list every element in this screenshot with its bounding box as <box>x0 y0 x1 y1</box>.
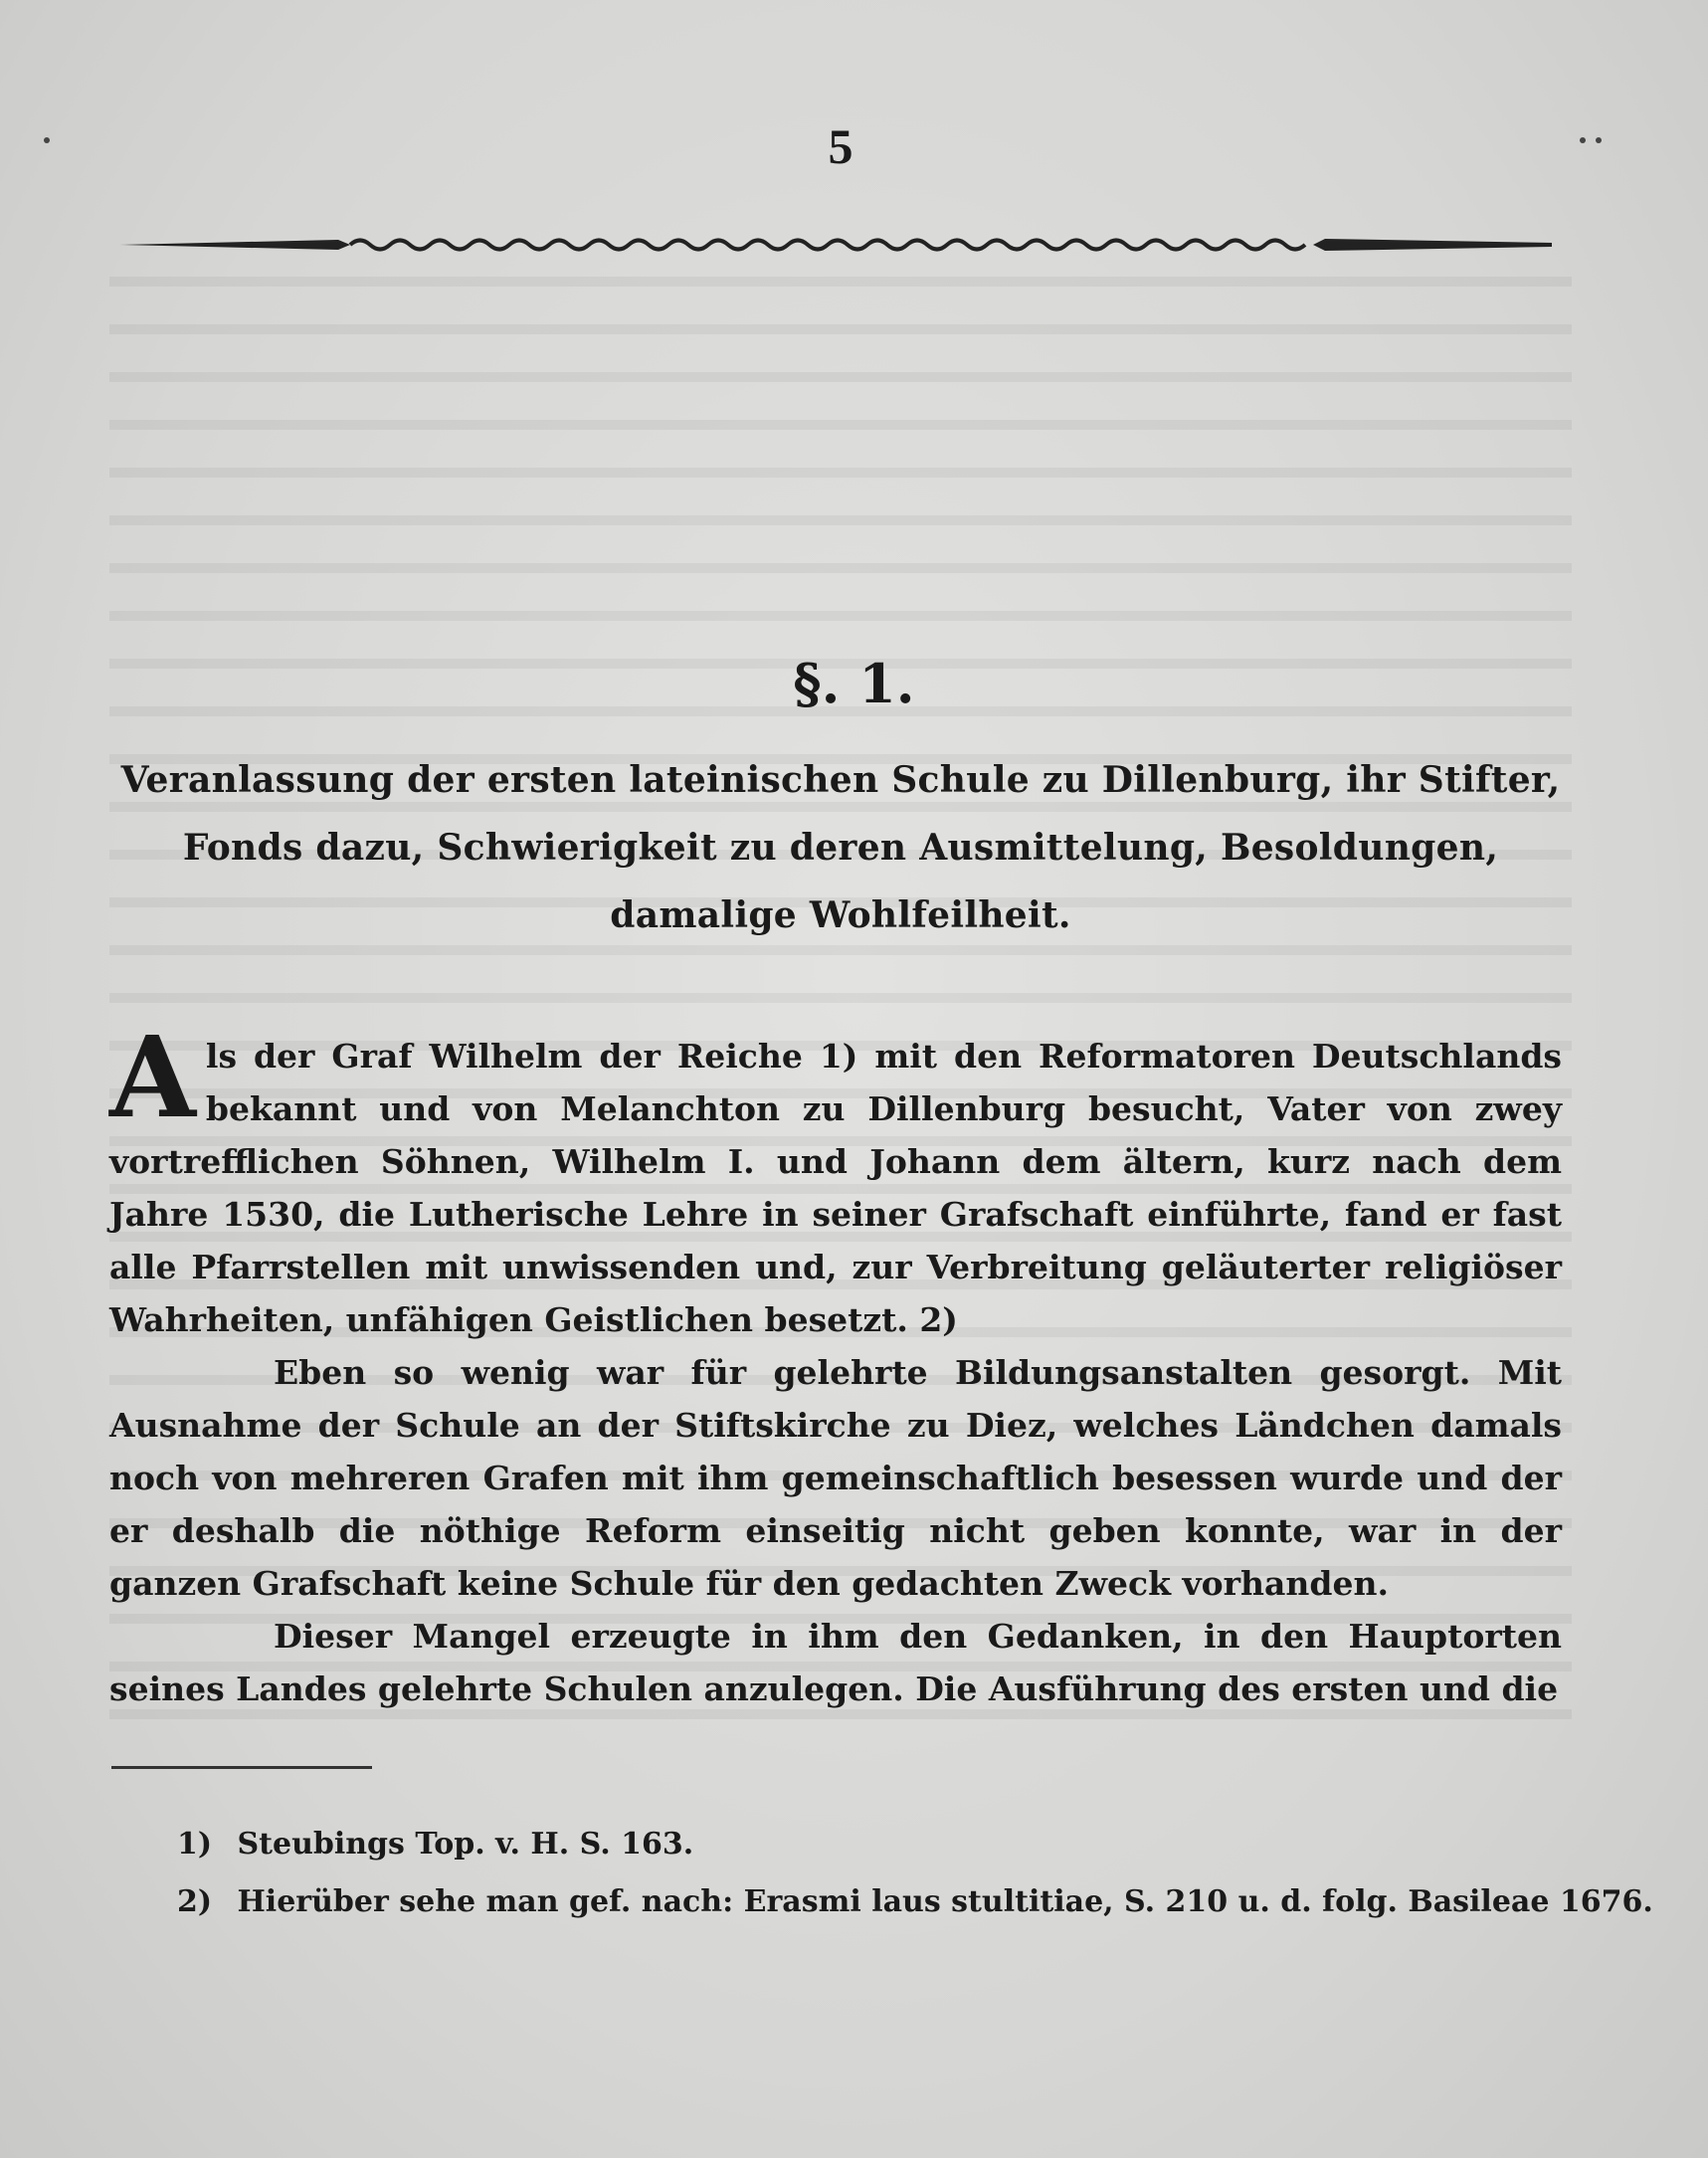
ornamental-rule <box>119 225 1552 265</box>
section-mark: §. 1. <box>793 652 915 715</box>
body-text <box>109 1013 1562 1715</box>
heading-line: Veranlassung der ersten lateinischen Schule zu Dillenburg, ihr Stifter, <box>120 759 1561 801</box>
footnotes <box>177 1816 1653 1931</box>
heading-line: damalige Wohlfeilheit. <box>610 894 1071 936</box>
section-heading <box>109 746 1572 949</box>
footnote <box>177 1816 1560 1873</box>
paragraph: Dieser Mangel erzeugte in ihm den Gedanken, in den Hauptorten seines Landes gelehrte Schulen anzulegen. Die Ausführung des ersten und die <box>109 1617 1562 1708</box>
paragraph: Eben so wenig war für gelehrte Bildungsanstalten gesorgt. Mit Ausnahme der Schule an der Stiftskirche zu Diez, welches Ländchen damals noch von mehreren Grafen mit ihm gemeinschaftlich besessen wurde und der er deshalb die nöthige Reform einseitig nicht geben konnte, war in der ganzen Grafschaft keine Schule für den gedachten Zweck vorhanden. <box>109 1353 1562 1603</box>
footnote-number: 1) <box>177 1827 213 1862</box>
footnote-number: 2) <box>177 1884 213 1919</box>
footnote-text: Hierüber sehe man gef. nach: Erasmi laus stultitiae, S. 210 u. d. folg. Basileae 1676. <box>237 1884 1653 1919</box>
paragraph-text: ls der Graf Wilhelm der Reiche 1) mit den Reformatoren Deutschlands bekannt und von Melanchton zu Dillenburg besucht, Vater von zwey vortrefflichen Söhnen, Wilhelm I. und Johann dem ältern, kurz nach dem Jahre 1530, die Lutherische Lehre in seiner Grafschaft einführte, fand er fast alle Pfarrstellen mit unwissenden und, zur Verbreitung geläuterter religiöser Wahrheiten, unfähigen Geistlichen besetzt. 2) <box>109 1037 1562 1339</box>
footnote-divider <box>111 1766 372 1769</box>
paragraph <box>109 1013 1562 1346</box>
heading-line: Fonds dazu, Schwierigkeit zu deren Ausmittelung, Besoldungen, <box>182 827 1499 869</box>
drop-cap: A <box>109 1013 196 1143</box>
footnote <box>177 1873 1653 1931</box>
page-number: 5 <box>828 118 854 174</box>
footnote-text: Steubings Top. v. H. S. 163. <box>237 1827 694 1862</box>
